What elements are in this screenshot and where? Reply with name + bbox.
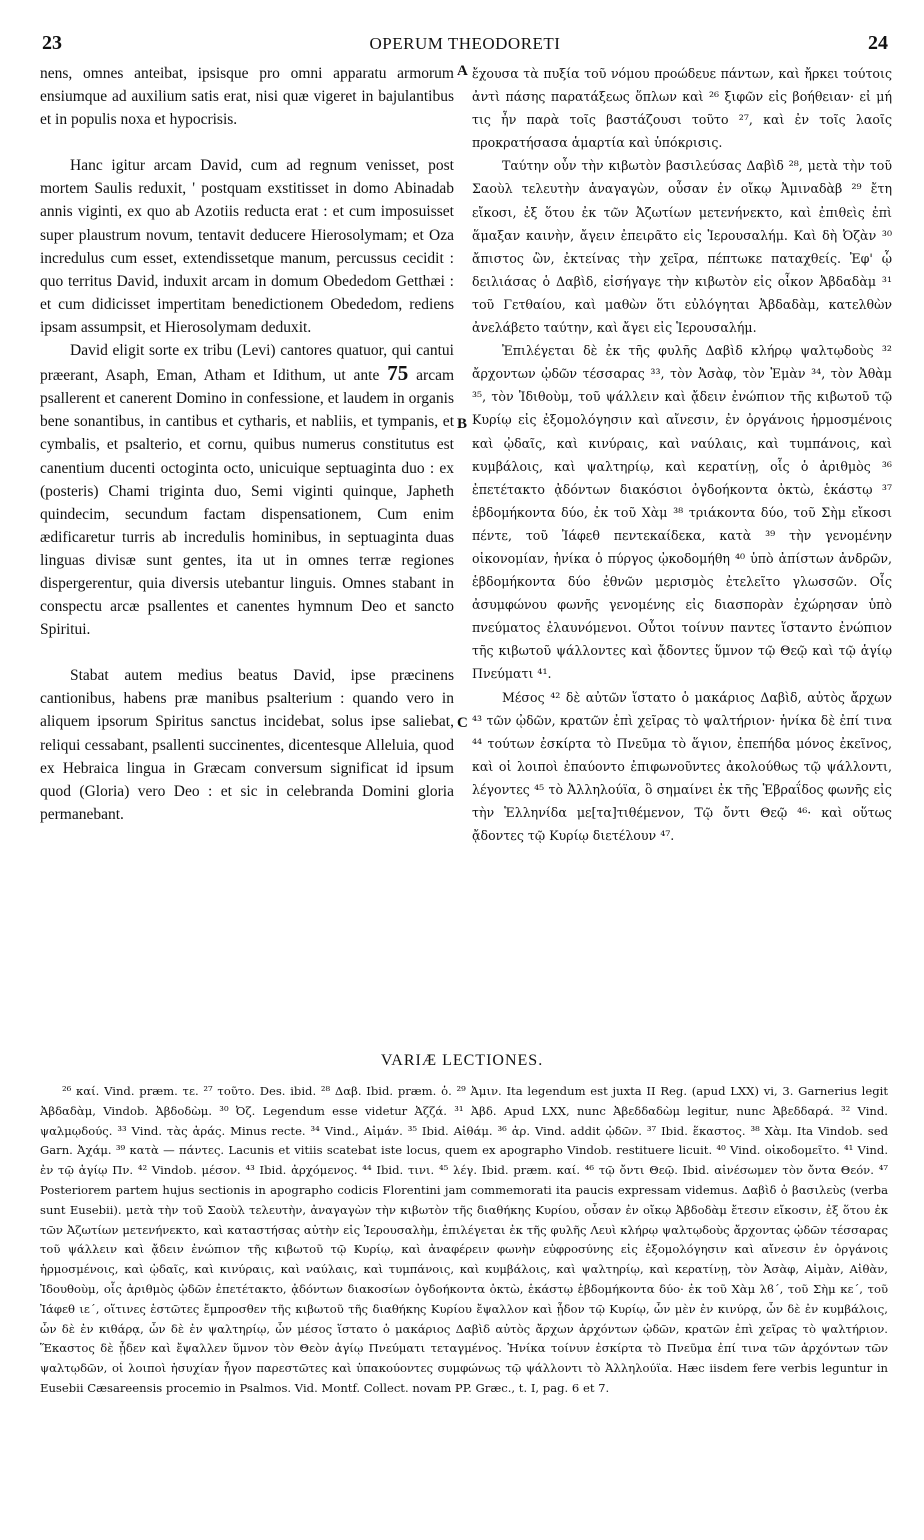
folio-number-75: 75	[387, 361, 409, 386]
greek-paragraph-3: Ἐπιλέγεται δὲ ἐκ τῆς φυλῆς Δαβὶδ κλήρῳ ψαλτῳδοὺς ³² ἄρχοντων ᾠδῶν τέσσαρας ³³, τὸν Ἀσὰφ, τὸν Ἐμὰν ³⁴, τὸν Ἀθὰμ ³⁵, τὸν Ἰδιθοὺμ, τοῦ ψάλλειν καὶ ᾄδειν ἐνώπιον τῆς κιβωτοῦ τῷ Κυρίῳ εἰς ἐξομολόγησιν καὶ αἴνεσιν, ἐν ὀργάνοις ἡρμοσμένοις καὶ ᾠδαῖς, καὶ κινύραις, καὶ ναύλαις, καὶ τυμπάνοις, καὶ κυμβάλοις, καὶ ψαλτηρίῳ, καὶ κερατίνῃ, οἷς ὁ ἀριθμὸς ³⁶ ἐπετέτακτο ᾀδόντων διακόσιοι ὀγδοήκοντα ὀκτὼ, ἑκάστῳ ³⁷ ἑβδομήκοντα δύο, ἐκ τοῦ Χὰμ ³⁸ τριάκοντα δύο, τοῦ Σὴμ εἴκοσι πέντε, τοῦ Ἰάφεθ πεντεκαίδεκα, κατὰ ³⁹ τὴν γενομένην οἰκονομίαν, ἡνίκα ὁ πύργος ᾠκοδομήθη ⁴⁰ ὑπὸ ἀπίστων ἀνδρῶν, ἑβδομήκοντα δύο ἐθνῶν μερισμὸς ἐτελεῖτο γλωσσῶν. Οἷς ἀσυμφώνου φωνῆς γενομένης εἰς διασπορὰν ἐχώρησαν ὑπὸ πνεύματος ἐλαυνόμενοι. Οὗτοι τοίνυν παντες ἵσταντο ἐνώπιον τῆς κιβωτοῦ ψάλλοντες καὶ ᾄδοντες ὕμνον τῷ Θεῷ καὶ τῷ ἁγίῳ Πνεύματι ⁴¹.	[472, 343, 892, 682]
variae-lectiones-notes: ²⁶ καί. Vind. præm. τε. ²⁷ τοῦτο. Des. ibid. ²⁸ Δαβ. Ibid. præm. ὁ. ²⁹ Ἀμιν. Ita legendum est juxta II Reg. (apud LXX) vi, 3. Garnerius legit Ἀβδαδὰμ, Vindob. Ἀβδοδὼμ. ³⁰ Ὀζ. Legendum esse videtur Ἀζζά. ³¹ Ἀβδ. Apud LXX, nunc Ἀβεδδαδὼμ legitur, nunc Ἀβεδδαρά. ³² Vind. ψαλμῳδούς. ³³ Vind. τὰς ἀράς. Minus recte. ³⁴ Vind., Αἰμάν. ³⁵ Ibid. Αἰθάμ. ³⁶ ἀρ. Vind. addit ᾠδῶν. ³⁷ Ibid. ἕκαστος. ³⁸ Χὰμ. Ita Vindob. sed Garn. Ἀχάμ. ³⁹ κατὰ — πάντες. Lacunis et vitiis scatebat iste locus, quem ex apographo Vindob. restituere licuit. ⁴⁰ Vind. οἰκοδομεῖτο. ⁴¹ Vind. ἐν τῷ ἁγίῳ Πν. ⁴² Vindob. μέσον. ⁴³ Ibid. ἀρχόμενος. ⁴⁴ Ibid. τινι. ⁴⁵ λέγ. Ibid. præm. καί. ⁴⁶ τῷ ὄντι Θεῷ. Ibid. αἰνέσωμεν τὸν ὄντα Θεόν. ⁴⁷ Posteriorem partem hujus sectionis in apographo codicis Florentini jam commemorati ita paucis expressam videmus. Δαβὶδ ὁ βασιλεὺς (verba sunt Eusebii). μετὰ τὴν τοῦ Σαοὺλ τελευτὴν, ἀναγαγὼν τὴν κιβωτὸν τῆς διαθήκης Κυρίου, οὖσαν ἐν οἴκῳ Ἀβδοδὰμ ἔτεσιν εἴκοσιν, ἐξ ὅτου ἐκ τῶν Ἀζωτίων μετενήνεκτο, καὶ καταστήσας αὐτὴν εἰς Ἱερουσαλὴμ, ἐπιλέγεται ἐκ τῆς φυλῆς Λευὶ κλήρῳ ψαλτῳδοὺς ἄρχοντας ᾠδῶν τέσσαρας τοῦ ψάλλειν καὶ ᾄδειν ἐνώπιον τῆς κιβωτοῦ τῷ Κυρίῳ, καὶ ἀναφέρειν φωνὴν εὐφροσύνης εἰς ἐξομολόγησιν καὶ αἴνεσιν ἐν ὀργάνοις ἡρμοσμένοις, καὶ ᾠδαῖς, καὶ κινύραις, καὶ ναύλαις, καὶ τυμπάνοις, καὶ κυμβάλοις, καὶ ψαλτηρίῳ, καὶ κερατίνῃ, τὸν Ἀσὰφ, Αἰμὰν, Αἰθὰν, Ἰδουθοὺμ, οἷς ἀριθμὸς ᾠδῶν ἐπετέτακτο, ᾀδόντων διακοσίων ὀγδοήκοντα ὀκτὼ, ἑκάστῳ ἑβδομήκοντα δύο· ἐκ τοῦ Χὰμ λϐ΄, τοῦ Σὴμ κε΄, τοῦ Ἰάφεθ ιε΄, οἵτινες ἑστῶτες ἔμπροσθεν τῆς κιβωτοῦ τῆς διαθήκης Κυρίου ἔψαλλον καὶ ᾖδον τῷ Κυρίῳ, ὧν μὲν ἐν κινύρᾳ, ὧν δὲ ἐν κυμβάλοις, ὧν δὲ ἐν κιθάρᾳ, ὧν δὲ ἐν ψαλτηρίῳ, ὧν μέσος ἵστατο ὁ μακάριος Δαβὶδ αὐτὸς ἄρχων ἀρχόντων ᾠδῶν, κρατῶν ἐπὶ χεῖρας τὸ ψαλτήριον. Ἕκαστος δὲ ᾖδεν καὶ ἔψαλλεν ὕμνον τὸν Θεὸν ἁγίῳ Πνεύματι τεταγμένος. Ἡνίκα τοίνυν ἐσκίρτα τὸ Πνεῦμα ἐπί τινα τῶν ἀρχόντων τῶν ψαλτῳδῶν, οἱ λοιποὶ ἡσυχίαν ἦγον παρεστῶτες καὶ ὑπακούοντες συμφώνως τῷ ψάλλοντι τὸ Ἀλληλούϊα. Hæc iisdem fere verbis leguntur in Eusebii Cæsareensis procemio in Psalmos. Vid. Montf. Collect. novam PP. Græc., t. I, pag. 6 et 7.	[40, 1084, 888, 1395]
margin-letter-c: C	[457, 715, 468, 731]
page-header	[42, 32, 888, 58]
latin-paragraph-3b: arcam psallerent et canerent Domino in confessione, et laudem in organis bene sonantibus, in cantibus et cytharis, et nabliis, et tympanis, et cymbalis, et psalterio, et cornu, quibus numerus constitutus est canentium ducenti octoginta octo, unicuique septuaginta duo : ex (posteris) Chami triginta duo, Semi viginti quinque, Japheth quindecim, secundum factam dispensationem, Cum enim ædificaretur turris ab incredulis hominibus, in septuaginta duas linguas divisæ sunt gentes, ita ut in omnes terræ regiones dispergerentur, quia diversis utebantur linguis. Omnes stabant in conspectu arcæ psallentes et canentes hymnum Deo et sancto Spiritui.	[40, 367, 455, 639]
running-title: OPERUM THEODORETI	[369, 34, 561, 53]
margin-letter-a: A	[457, 63, 468, 79]
variae-lectiones-title: VARIÆ LECTIONES.	[380, 1052, 544, 1069]
greek-column	[472, 62, 892, 847]
latin-paragraph-1: nens, omnes anteibat, ipsisque pro omni apparatu armorum ensiumque ad auxilium satis erat, nisi quæ vigeret in bajulantibus et in populis noxa et hypocrisis.	[40, 65, 454, 129]
latin-paragraph-3	[40, 339, 454, 641]
page-number-right: 24	[868, 32, 888, 54]
latin-paragraph-3a: David eligit sorte ex tribu (Levi) cantores quatuor, qui cantui præerant, Asaph, Eman, Atham et Idithum, ut ante	[40, 342, 454, 385]
greek-paragraph-2: Ταύτην οὖν τὴν κιβωτὸν βασιλεύσας Δαβὶδ ²⁸, μετὰ τὴν τοῦ Σαοὺλ τελευτὴν ἀναγαγὼν, οὖσαν ἐν οἴκῳ Ἀμιναδὰβ ²⁹ ἔτη εἴκοσι, ἐξ ὅτου ἐκ τῶν Ἀζωτίων μετενήνεκτο, καὶ ἐπιθεὶς ἐπὶ ἅμαξαν καινὴν, ἄγειν ἐπειρᾶτο εἰς Ἱερουσαλήμ. Καὶ δὴ Ὀζὰν ³⁰ ἄπιστος ὢν, ἐκτείνας τὴν χεῖρα, πέπτωκε παταχθείς. Ἐφ' ᾧ δειλιάσας ὁ Δαβὶδ, εἰσήγαγε τὴν κιβωτὸν εἰς οἶκον Ἀβδαδὰμ ³¹ τοῦ Γετθαίου, καὶ μαθὼν ὅτι εὐλόγηται Ἀβδαδὰμ, κατελθὼν ἀνελάβετο ταύτην, καὶ ἄγει εἰς Ἱερουσαλήμ.	[472, 158, 892, 336]
greek-paragraph-4: Μέσος ⁴² δὲ αὐτῶν ἵστατο ὁ μακάριος Δαβὶδ, αὐτὸς ἄρχων ⁴³ τῶν ᾠδῶν, κρατῶν ἐπὶ χεῖρας τὸ ψαλτήριον· ἡνίκα δὲ ἐπί τινα ⁴⁴ τούτων ἐσκίρτα τὸ Πνεῦμα τὸ ἅγιον, ἐπεπήδα μόνος ἐκεῖνος, καὶ οἱ λοιποὶ ἐπαύοντο ἐπιφωνοῦντες ἀκολούθως τῷ ψάλλοντι, λέγοντες ⁴⁵ τὸ Ἀλληλούϊα, ὃ σημαίνει ἐκ τῆς Ἑβραΐδος φωνῆς εἰς τὴν Ἑλληνίδα με[τα]τιθέμενον, Τῷ ὄντι Θεῷ ⁴⁶· καὶ οὕτως ᾄδοντες τῷ Κυρίῳ διετέλουν ⁴⁷.	[472, 689, 892, 844]
page-number-left: 23	[42, 32, 62, 54]
greek-paragraph-1: ἔχουσα τὰ πυξία τοῦ νόμου προώδευε πάντων, καὶ ἤρκει τούτοις ἀντὶ πάσης παρατάξεως ὅπλων καὶ ²⁶ ξιφῶν εἰς βοήθειαν· εἰ μή τις ἦν παρὰ τοῖς βαστάζουσι τοῦτο ²⁷, καὶ ἐν τοῖς λαοῖς προκρατήσασα ἁμαρτία καὶ ὑπόκρισις.	[472, 66, 892, 151]
latin-paragraph-4: Stabat autem medius beatus David, ipse præcinens cantionibus, habens præ manibus psalterium : quando vero in aliquem ipsorum Spiritus sanctus incidebat, solus ipse saliebat, reliqui cessabant, psallenti succinentes, dicentesque Alleluia, quod ex Hebraica lingua in Græcam conversum significat id ipsum quod (Gloria) vero Deo : et sic in celebranda Domini gloria permanebant.	[40, 667, 454, 823]
latin-paragraph-2: Hanc igitur arcam David, cum ad regnum venisset, post mortem Saulis reduxit, ' postquam exstitisset in domo Abinadab annis viginti, ex quo ab Azotiis reducta erat : et cum imposuisset super plaustrum novum, tentavit deducere Hierosolymam; et Oza incredulus cum esset, extendissetque manum, percussus cecidit : quo territus David, induxit arcam in domum Obededom Getthæi : et cum didicisset impertitam benedictionem Obededom, rediens ipsam assumpsit, et Hierosolymam deduxit.	[40, 157, 454, 336]
latin-column	[40, 62, 454, 826]
margin-letter-b: B	[457, 416, 468, 432]
